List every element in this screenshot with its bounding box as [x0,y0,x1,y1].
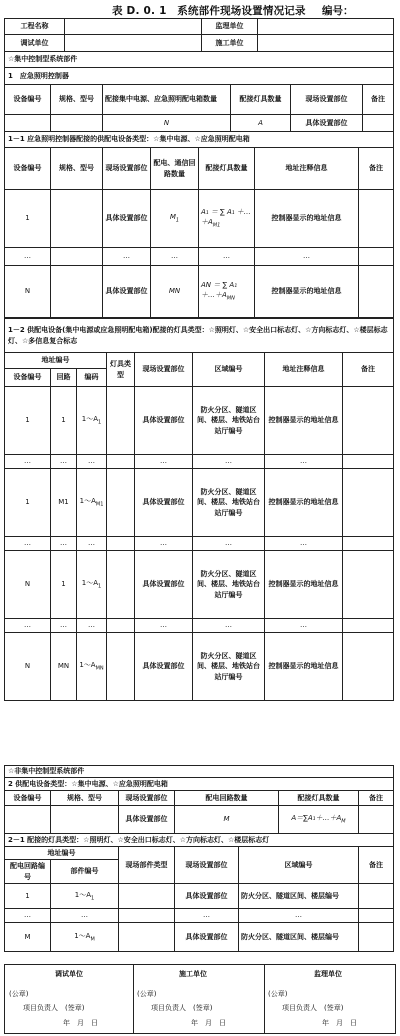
col-connected-power: 配接集中电源、应急照明配电箱数量 [103,85,231,115]
circuit-count-value: MN [151,266,199,318]
signature-block [4,964,396,1034]
ellipsis: … [77,537,107,551]
col-location: 现场设置部位 [135,353,193,387]
col-lamp-count: 配接灯具数量 [199,148,255,190]
cell [359,909,394,923]
subscript: M1 [212,222,221,229]
area-value: 防火分区、隧道区间、楼层、地铁站台站厅编号 [193,633,265,701]
info-table [4,18,394,52]
cell[interactable] [343,633,394,701]
seal-label: (公章) [137,990,157,998]
area-value: 防火分区、隧道区间、楼层、地铁站台站厅编号 [193,469,265,537]
subscript: M [90,936,95,943]
cell [107,455,135,469]
cell[interactable] [359,806,394,834]
code-value: 1～A [81,579,99,588]
form-header [0,0,400,18]
subscript: 1 [91,895,95,902]
col-spec-model: 规格、型号 [51,791,119,806]
ellipsis: … [5,537,51,551]
lamp-formula: AN ＝ ∑ A₁ ＋…＋A [201,281,238,300]
col-code: 编码 [77,369,107,387]
col-location: 现场设置部位 [291,85,363,115]
device-id-value: N [5,266,51,318]
cell[interactable] [119,884,175,909]
date-label: 年 月 日 [322,1019,357,1027]
subscript: MN [226,295,235,302]
debug-unit-field[interactable] [65,35,202,52]
loop-value: 1 [51,387,77,455]
address-number-label: 地址编号 [5,847,119,860]
device-id-value: 1 [5,190,51,248]
supervision-unit-label: 监理单位 [202,19,258,35]
ellipsis: … [5,619,51,633]
ellipsis: … [193,455,265,469]
ellipsis: … [175,909,239,923]
ellipsis: … [135,537,193,551]
location-value: 具体设置部位 [135,551,193,619]
cell [343,537,394,551]
col-remark: 备注 [359,791,394,806]
ellipsis: … [77,619,107,633]
cell [51,248,103,266]
location-value: 具体设置部位 [291,115,363,132]
subscript: 1 [98,419,102,426]
power-equipment-table [4,131,394,318]
unit-label: 调试单位 [55,970,83,978]
circuit-number-value: 1 [5,884,51,909]
cell[interactable] [5,806,51,834]
ellipsis: … [77,455,107,469]
loop-value: M1 [51,469,77,537]
location-value: 具体设置部位 [135,633,193,701]
col-circuit-count: 配电回路数量 [175,791,279,806]
supervision-unit-field[interactable] [258,19,394,35]
circuit-number-value: M [5,923,51,952]
centralized-section-title: ☆集中控制型系统部件 [5,52,394,68]
ellipsis: … [265,455,343,469]
cell [107,619,135,633]
ellipsis: … [199,248,255,266]
device-id-value: N [5,551,51,619]
col-device-id: 设备编号 [5,791,51,806]
location-value: 具体设置部位 [135,387,193,455]
controller-table [4,51,394,132]
cell[interactable] [51,806,119,834]
person-label: 项目负责人 (签章) [282,1004,344,1012]
ellipsis: … [193,537,265,551]
cell[interactable] [107,387,135,455]
ellipsis: … [5,455,51,469]
col-remark: 备注 [363,85,394,115]
noncentral-section-title: ☆非集中控制型系统部件 [5,766,394,778]
form-number-label: 编号： [322,5,354,17]
cell[interactable] [107,469,135,537]
ellipsis: … [135,455,193,469]
device-id-value: 1 [5,469,51,537]
noncentral-heading: 2 供配电设备类型：☆集中电源、☆应急照明配电箱 [5,778,394,791]
code-value: 1～A [81,415,99,424]
unit-label: 施工单位 [179,970,207,978]
area-value: 防火分区、隧道区间、楼层编号 [239,923,359,952]
cell[interactable] [107,633,135,701]
ellipsis: … [5,909,51,923]
connected-count-n: N [103,115,231,132]
address-info-value: 控制器显示的地址信息 [265,469,343,537]
cell[interactable] [51,190,103,248]
col-address-info: 地址注释信息 [265,353,343,387]
ellipsis: … [51,619,77,633]
address-info-value: 控制器显示的地址信息 [265,387,343,455]
code-value: 1～A [79,497,96,506]
col-remark: 备注 [343,353,394,387]
col-device-id: 设备编号 [5,148,51,190]
construction-unit-field[interactable] [258,35,394,52]
cell[interactable] [107,551,135,619]
col-device-id: 设备编号 [5,369,51,387]
unit-label: 监理单位 [314,970,342,978]
subscript: M [341,818,346,825]
ellipsis: … [265,619,343,633]
lamp-table [4,318,394,701]
noncentral-lamp-table [4,833,394,952]
person-label: 项目负责人 (签章) [151,1004,213,1012]
cell [119,909,175,923]
subscript: M1 [95,501,104,508]
cell [343,455,394,469]
location-value: 具体设置部位 [175,884,239,909]
ellipsis: … [51,537,77,551]
ellipsis: … [255,248,359,266]
ellipsis: … [51,909,119,923]
ellipsis: … [5,248,51,266]
cell[interactable] [5,115,51,132]
form-title: 表 D. 0. 1 系统部件现场设置情况记录 [112,5,306,17]
col-spec-model: 规格、型号 [51,148,103,190]
col-area-number: 区域编号 [239,847,359,884]
area-value: 防火分区、隧道区间、楼层编号 [239,884,359,909]
cell [359,248,394,266]
col-component-number: 部件编号 [51,860,119,884]
date-label: 年 月 日 [63,1019,98,1027]
col-location: 现场设置部位 [103,148,151,190]
lamp-formula: A₁ ＝ ∑ A₁ ＋…＋A [201,208,251,227]
col-lamp-count: 配接灯具数量 [231,85,291,115]
loop-value: MN [51,633,77,701]
location-value: 具体设置部位 [119,806,175,834]
signature-debug-unit [5,965,134,1033]
cell[interactable] [51,115,103,132]
col-lamp-type: 灯具类型 [107,353,135,387]
col-spec-model: 规格、型号 [51,85,103,115]
col-remark: 备注 [359,148,394,190]
col-loop: 回路 [51,369,77,387]
cell [107,537,135,551]
ellipsis: … [265,537,343,551]
cell[interactable] [359,923,394,952]
device-id-value: 1 [5,387,51,455]
subscript: MN [95,665,104,672]
cell[interactable] [359,190,394,248]
address-info-value: 控制器显示的地址信息 [265,633,343,701]
ellipsis: … [239,909,359,923]
ellipsis: … [193,619,265,633]
ellipsis: … [135,619,193,633]
noncentral-lamp-heading: 2－1 配接的灯具类型：☆照明灯、☆安全出口标志灯、☆方向标志灯、☆楼层标志灯 [5,834,394,847]
col-area-number: 区域编号 [193,353,265,387]
col-location: 现场设置部位 [119,791,175,806]
area-value: 防火分区、隧道区间、楼层、地铁站台站厅编号 [193,387,265,455]
cell[interactable] [119,923,175,952]
subscript: 1 [175,217,180,224]
lamp-count-a: A [231,115,291,132]
location-value: 具体设置部位 [103,266,151,318]
loop-value: 1 [51,551,77,619]
noncentral-table [4,765,394,834]
col-remark: 备注 [359,847,394,884]
device-id-value: N [5,633,51,701]
col-location: 现场设置部位 [175,847,239,884]
signature-construction-unit [133,965,265,1033]
circuit-count-value: M [169,213,176,222]
location-value: 具体设置部位 [175,923,239,952]
area-value: 防火分区、隧道区间、楼层、地铁站台站厅编号 [193,551,265,619]
subscript: 1 [98,583,102,590]
code-value: 1～A [74,931,91,940]
controller-heading: 1 应急照明控制器 [5,68,394,85]
cell[interactable] [343,387,394,455]
cell[interactable] [51,266,103,318]
cell[interactable] [363,115,394,132]
cell[interactable] [359,266,394,318]
address-info-value: 控制器显示的地址信息 [255,190,359,248]
signature-supervision-unit [264,965,395,1033]
lamp-heading: 1－2 供配电设备(集中电源或应急照明配电箱)配接的灯具类型：☆照明灯、☆安全出口标志灯、☆方向标志灯、☆楼层标志灯、☆多信息复合标志 [5,319,394,353]
lamp-formula: A＝∑A₁＋…＋A [291,814,342,823]
person-label: 项目负责人 (签章) [23,1004,85,1012]
col-circuit-count: 配电、通信回路数量 [151,148,199,190]
location-value: 具体设置部位 [103,190,151,248]
cell[interactable] [343,551,394,619]
debug-unit-label: 调试单位 [5,35,65,52]
seal-label: (公章) [268,990,288,998]
cell[interactable] [359,884,394,909]
address-info-value: 控制器显示的地址信息 [255,266,359,318]
project-name-field[interactable] [65,19,202,35]
cell[interactable] [343,469,394,537]
date-label: 年 月 日 [191,1019,226,1027]
ellipsis: … [151,248,199,266]
address-info-value: 控制器显示的地址信息 [265,551,343,619]
ellipsis: … [103,248,151,266]
col-device-id: 设备编号 [5,85,51,115]
cell [343,619,394,633]
col-lamp-count: 配接灯具数量 [279,791,359,806]
construction-unit-label: 施工单位 [202,35,258,52]
col-component-type: 现场部件类型 [119,847,175,884]
seal-label: (公章) [9,990,29,998]
circuit-count-value: M [175,806,279,834]
col-address-info: 地址注释信息 [255,148,359,190]
location-value: 具体设置部位 [135,469,193,537]
project-name-label: 工程名称 [5,19,65,35]
ellipsis: … [51,455,77,469]
code-value: 1～A [79,661,96,670]
address-number-label: 地址编号 [5,353,107,369]
power-equipment-heading: 1－1 应急照明控制器配接的供配电设备类型：☆集中电源、☆应急照明配电箱 [5,132,394,148]
code-value: 1～A [74,890,92,899]
col-circuit-number: 配电回路编号 [5,860,51,884]
